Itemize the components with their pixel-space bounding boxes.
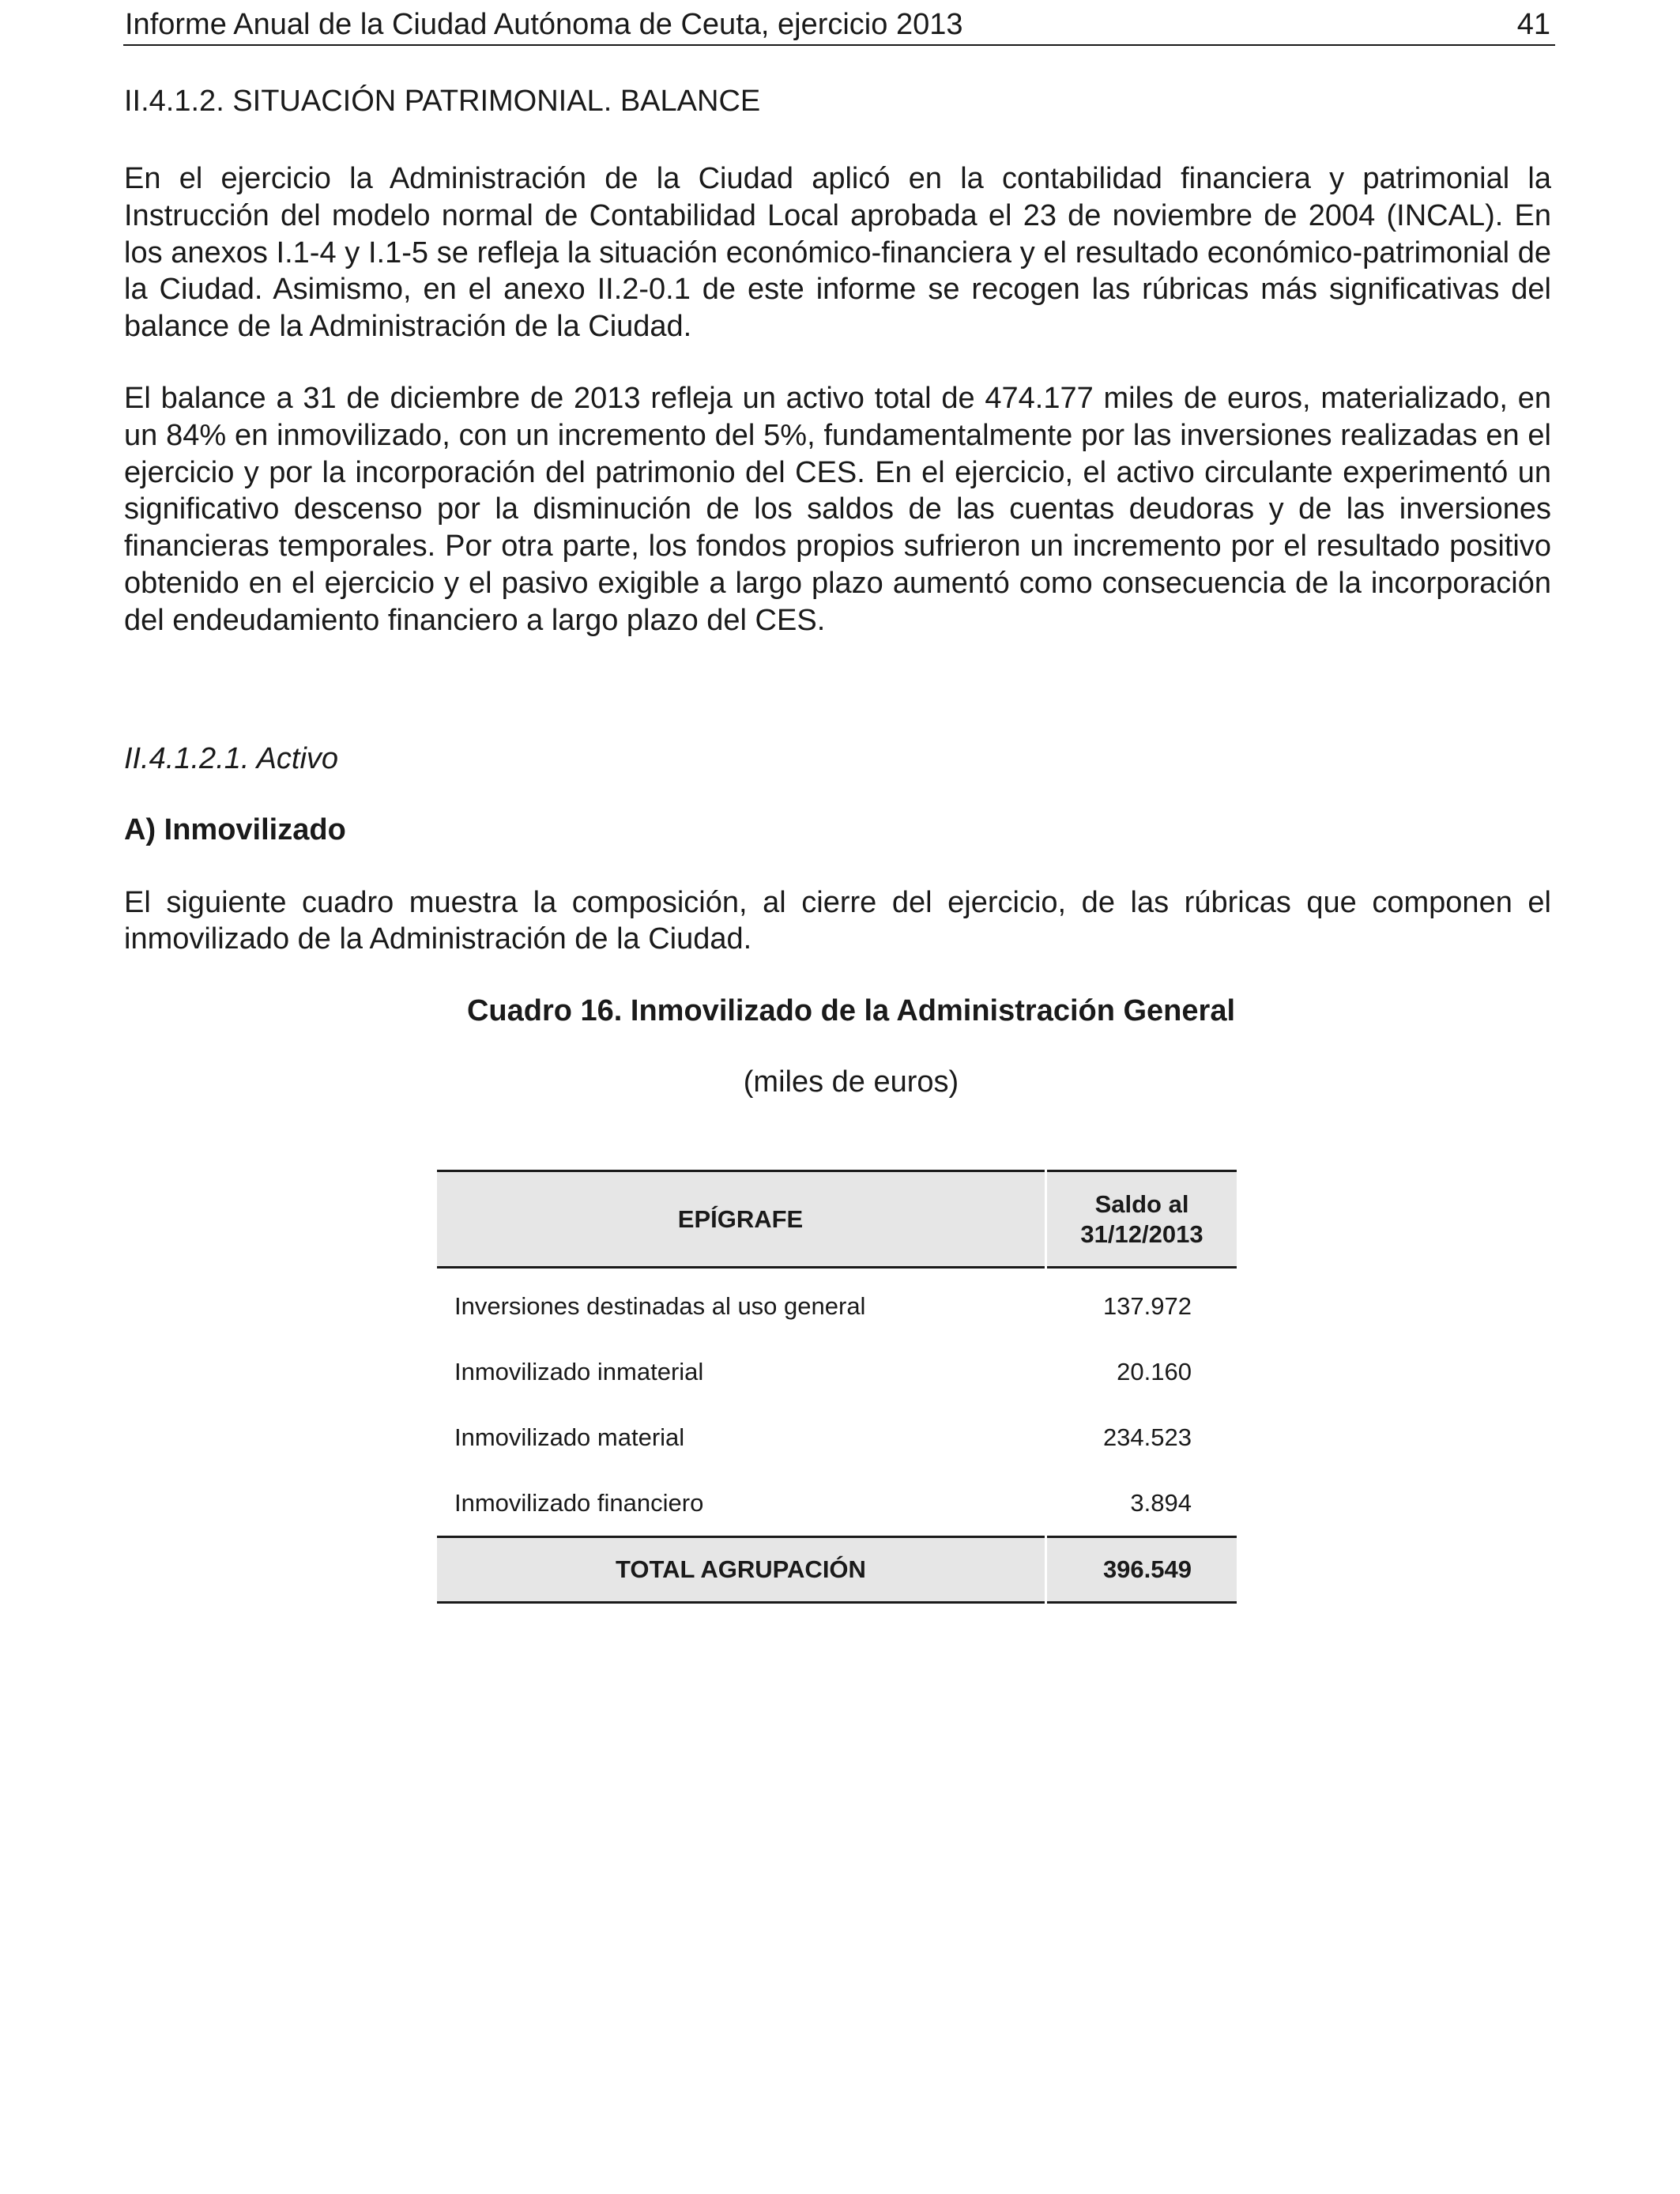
paragraph-balance: El balance a 31 de diciembre de 2013 refleja un activo total de 474.177 miles de euros, materializado, en un 84% en inmovilizado, con un incremento del 5%, fundamentalmente por las inversiones realizadas en el ejercicio y por la incorporación del patrimonio del CES. En el ejercicio, el activo circulante experimentó un significativo descenso por la disminución de los saldos de las cuentas deudoras y de las inversiones financieras temporales. Por otra parte, los fondos propios sufrieron un incremento por el resultado positivo obtenido en el ejercicio y el pasivo exigible a largo plazo aumentó como consecuencia de la incorporación del endeudamiento financiero a largo plazo del CES.: [124, 381, 1551, 637]
table-total-row: [437, 1537, 1237, 1603]
table-units: (miles de euros): [743, 1065, 959, 1099]
column-header-saldo-line-1: Saldo al: [1094, 1189, 1189, 1218]
table-row: [437, 1268, 1237, 1340]
table-row: [437, 1470, 1237, 1537]
total-value: 396.549: [1046, 1537, 1237, 1603]
page-number: 41: [1516, 8, 1550, 41]
row-value: 137.972: [1102, 1291, 1192, 1320]
row-value: 20.160: [1117, 1357, 1192, 1385]
total-label: TOTAL AGRUPACIÓN: [616, 1555, 866, 1583]
column-header-saldo-line-2: 31/12/2013: [1080, 1220, 1203, 1248]
column-header-epigrafe: EPÍGRAFE: [677, 1204, 804, 1233]
page-body: [124, 83, 1551, 1100]
subsubsection-heading: A) Inmovilizado: [124, 812, 346, 846]
paragraph-inmovilizado: El siguiente cuadro muestra la composición, al cierre del ejercicio, de las rúbricas que componen el inmovilizado de la Administración de la Ciudad.: [124, 885, 1551, 956]
column-header-saldo: [1046, 1171, 1237, 1268]
row-label: Inmovilizado financiero: [454, 1488, 704, 1517]
row-value: 3.894: [1130, 1488, 1192, 1517]
table-caption: Cuadro 16. Inmovilizado de la Administración General: [466, 994, 1236, 1028]
row-label: Inmovilizado inmaterial: [454, 1357, 704, 1385]
table-row: [437, 1339, 1237, 1404]
row-value: 234.523: [1102, 1423, 1192, 1451]
table-row: [437, 1404, 1237, 1470]
row-label: Inmovilizado material: [454, 1423, 685, 1451]
section-heading: II.4.1.2. SITUACIÓN PATRIMONIAL. BALANCE: [124, 85, 761, 118]
report-title: Informe Anual de la Ciudad Autónoma de Ceuta, ejercicio 2013: [125, 8, 963, 41]
table-header-row: [437, 1171, 1237, 1268]
inmovilizado-table: [437, 1170, 1237, 1604]
row-label: Inversiones destinadas al uso general: [454, 1291, 866, 1320]
paragraph-incal: En el ejercicio la Administración de la Ciudad aplicó en la contabilidad financiera y patrimonial la Instrucción del modelo normal de Contabilidad Local aprobada el 23 de noviembre de 2004 (INCAL). En los anexos I.1-4 y I.1-5 se refleja la situación económico-financiera y el resultado económico-patrimonial de la Ciudad. Asimismo, en el anexo II.2-0.1 de este informe se recogen las rúbricas más significativas del balance de la Administración de la Ciudad.: [124, 162, 1551, 344]
subsection-heading: II.4.1.2.1. Activo: [124, 741, 339, 775]
page-header: [123, 6, 1555, 46]
